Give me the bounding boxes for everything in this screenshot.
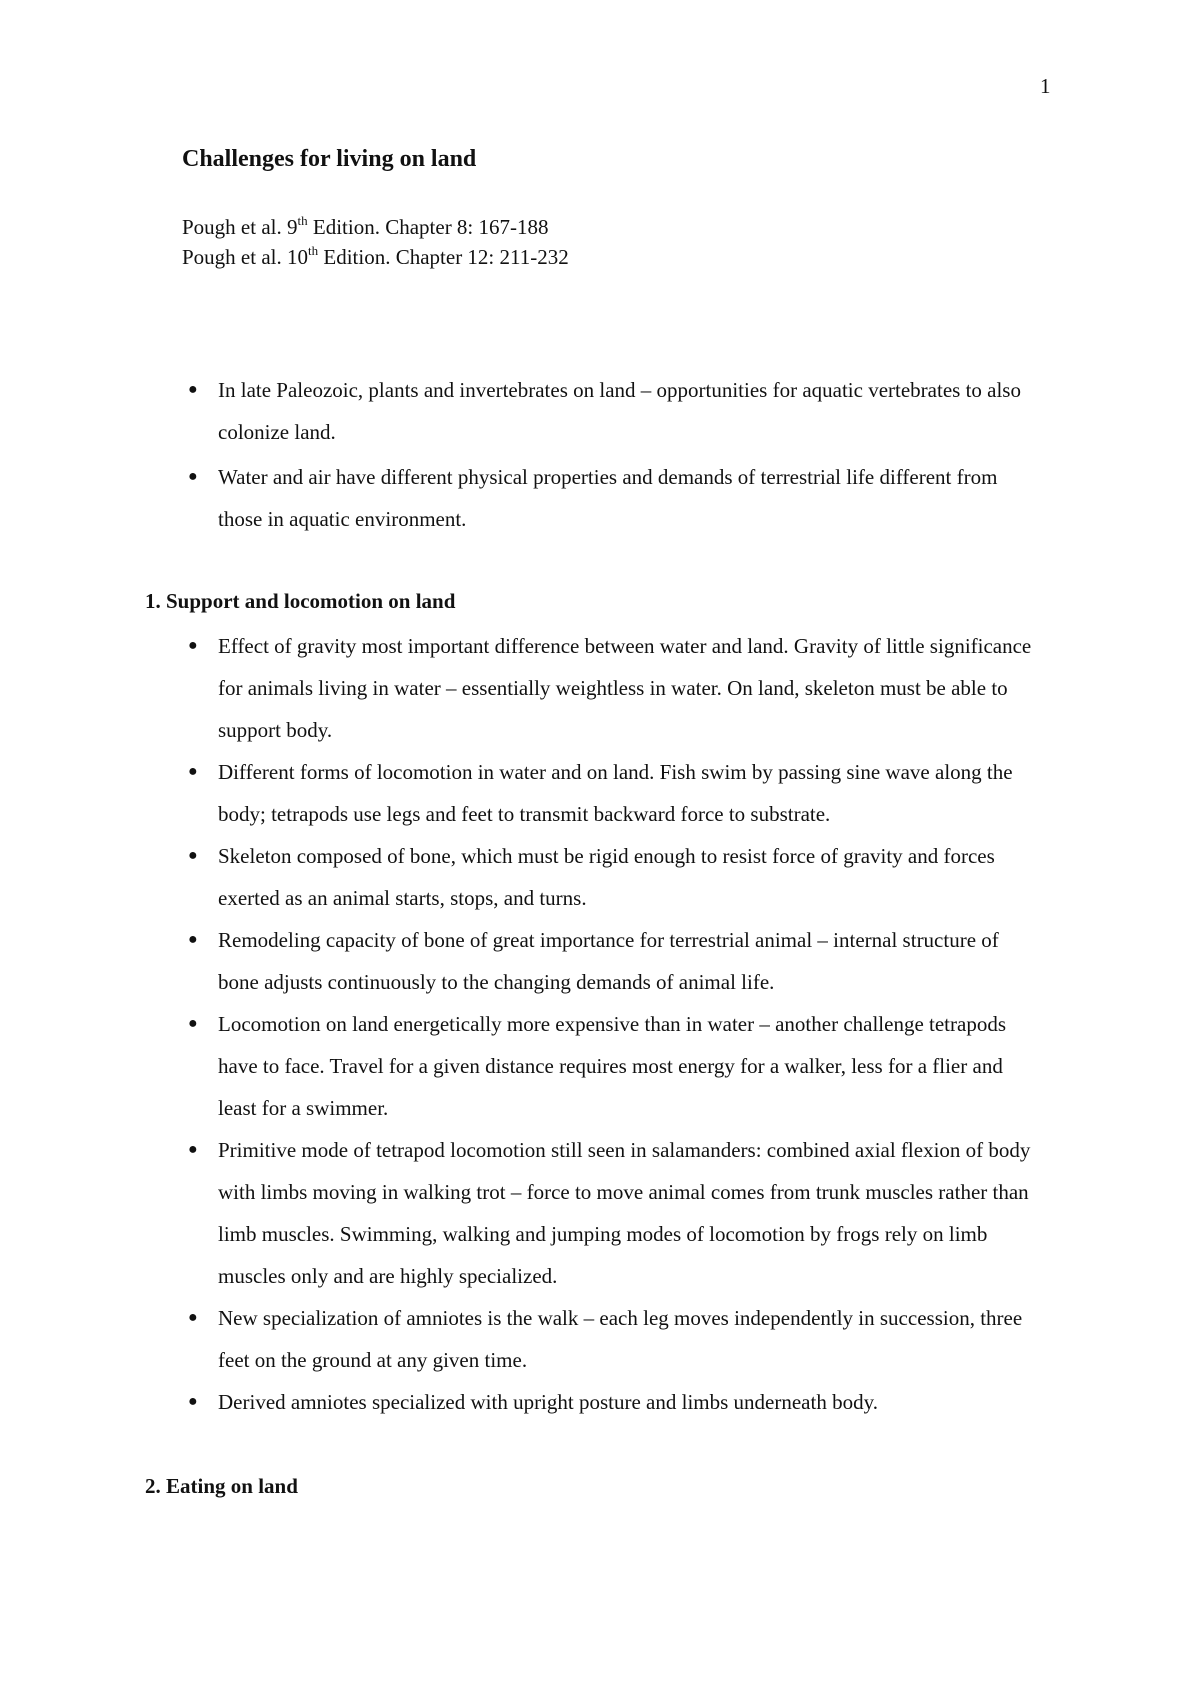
bullet-icon: ● <box>188 847 198 864</box>
list-item <box>183 456 1043 540</box>
list-item <box>183 625 1043 751</box>
list-item-text: Water and air have different physical properties and demands of terrestrial life different from those in aquatic environment. <box>218 465 998 531</box>
list-item-text: Derived amniotes specialized with upright posture and limbs underneath body. <box>218 1390 878 1414</box>
list-item-text: Remodeling capacity of bone of great importance for terrestrial animal – internal structure of bone adjusts continuously to the changing demands of animal life. <box>218 928 999 994</box>
bullet-icon: ● <box>188 763 198 780</box>
list-item <box>183 1129 1043 1297</box>
reference-line <box>182 242 569 272</box>
list-item-text: Skeleton composed of bone, which must be rigid enough to resist force of gravity and forces exerted as an animal starts, stops, and turns. <box>218 844 995 910</box>
bullet-icon: ● <box>188 1141 198 1158</box>
list-item <box>183 369 1043 453</box>
reference-line <box>182 212 569 242</box>
reference-text: Edition. Chapter 8: 167-188 <box>307 215 549 239</box>
bullet-icon: ● <box>188 637 198 654</box>
list-item-text: Effect of gravity most important difference between water and land. Gravity of little significance for animals living in water – essentially weightless in water. On land, skeleton must be able to support body. <box>218 634 1032 742</box>
bullet-icon: ● <box>188 468 198 485</box>
bullet-icon: ● <box>188 1309 198 1326</box>
bullet-icon: ● <box>188 931 198 948</box>
reference-superscript: th <box>297 213 308 228</box>
page-number: 1 <box>1040 74 1051 98</box>
list-item-text: Locomotion on land energetically more expensive than in water – another challenge tetrapods have to face. Travel for a given distance requires most energy for a walker, less for a flier and least for a swimmer. <box>218 1012 1007 1120</box>
list-item-text: Primitive mode of tetrapod locomotion still seen in salamanders: combined axial flexion of body with limbs moving in walking trot – force to move animal comes from trunk muscles rather than limb muscles. Swimming, walking and jumping modes of locomotion by frogs rely on limb muscles only and are highly specialized. <box>218 1138 1031 1288</box>
list-item-text: In late Paleozoic, plants and invertebrates on land – opportunities for aquatic vertebrates to also colonize land. <box>218 378 1021 444</box>
list-item-text: Different forms of locomotion in water and on land. Fish swim by passing sine wave along the body; tetrapods use legs and feet to transmit backward force to substrate. <box>218 760 1013 826</box>
intro-bullet-list <box>183 369 1043 543</box>
list-item-text: New specialization of amniotes is the walk – each leg moves independently in succession, three feet on the ground at any given time. <box>218 1306 1023 1372</box>
section-heading-eating: 2. Eating on land <box>145 1474 298 1498</box>
list-item <box>183 1003 1043 1129</box>
reference-superscript: th <box>308 243 319 258</box>
list-item <box>183 751 1043 835</box>
references <box>182 212 569 272</box>
list-item <box>183 919 1043 1003</box>
section-heading-support-locomotion: 1. Support and locomotion on land <box>145 589 456 613</box>
reference-text: Pough et al. 9 <box>182 215 298 239</box>
bullet-icon: ● <box>188 381 198 398</box>
list-item <box>183 835 1043 919</box>
document-title: Challenges for living on land <box>182 146 477 172</box>
reference-text: Edition. Chapter 12: 211-232 <box>318 245 569 269</box>
reference-text: Pough et al. 10 <box>182 245 308 269</box>
bullet-icon: ● <box>188 1015 198 1032</box>
support-locomotion-bullet-list <box>183 625 1043 1423</box>
list-item <box>183 1381 1043 1423</box>
list-item <box>183 1297 1043 1381</box>
bullet-icon: ● <box>188 1393 198 1410</box>
